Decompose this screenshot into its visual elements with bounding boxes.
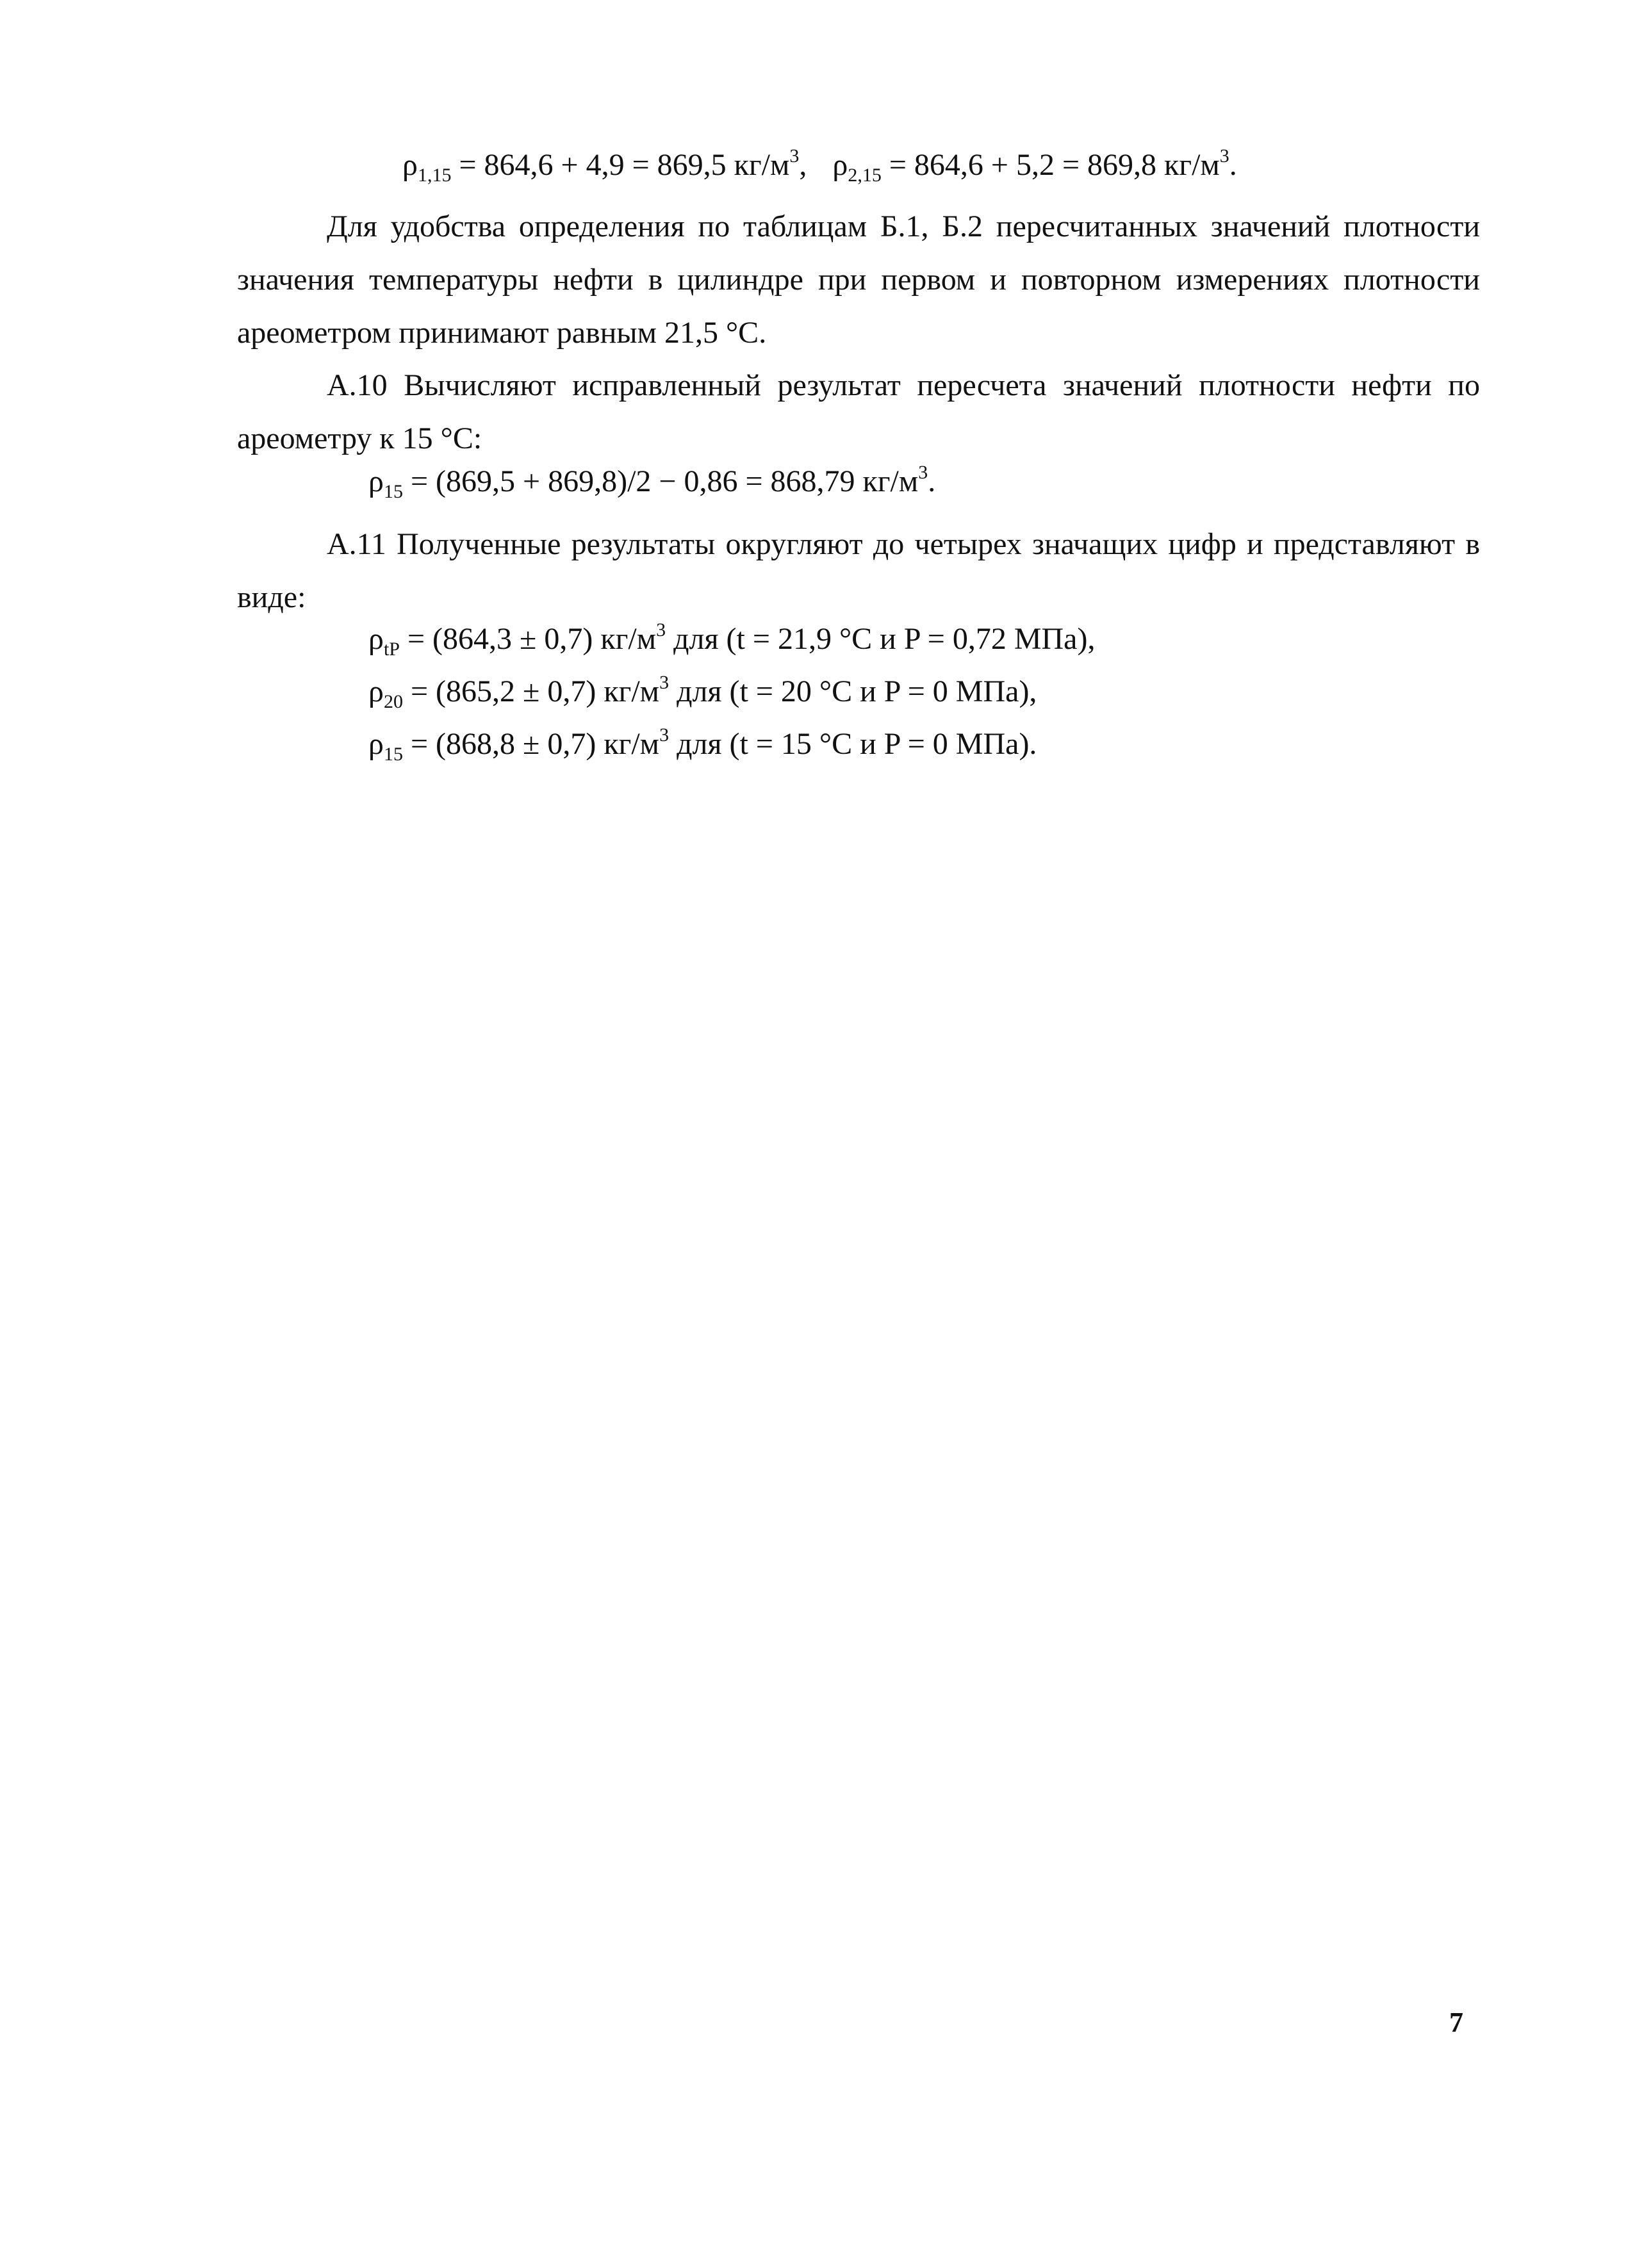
paragraph-a10 xyxy=(237,359,1480,465)
page-number: 7 xyxy=(1449,2007,1463,2038)
equation-rho-15 xyxy=(368,462,935,501)
result-value: = (864,3 ± 0,7) кг/м xyxy=(399,622,657,656)
result-rho-15 xyxy=(368,725,1037,763)
result-condition: для (t = 15 °С и P = 0 МПа). xyxy=(669,727,1037,761)
equation-end: . xyxy=(928,464,936,498)
result-value: = (865,2 ± 0,7) кг/м xyxy=(402,674,660,708)
rho-symbol: ρ xyxy=(368,674,384,708)
rho-symbol: ρ xyxy=(402,148,418,182)
equation-rho-1-2-15 xyxy=(402,146,1237,184)
subscript: tP xyxy=(383,639,400,660)
superscript: 3 xyxy=(659,672,670,693)
superscript: 3 xyxy=(1219,145,1229,167)
result-condition: для (t = 21,9 °С и P = 0,72 МПа), xyxy=(666,622,1096,656)
paragraph-text: А.11 Полученные результаты округляют до четырех значащих цифр и представляют в виде: xyxy=(237,527,1480,614)
paragraph-table-note xyxy=(237,200,1480,359)
rho-symbol: ρ xyxy=(368,464,384,498)
result-rho-20 xyxy=(368,673,1037,711)
result-rho-tp xyxy=(368,620,1095,658)
subscript: 15 xyxy=(383,481,403,502)
rho-symbol: ρ xyxy=(368,622,384,656)
equation-expression: = 864,6 + 5,2 = 869,8 кг/м xyxy=(881,148,1220,182)
equation-expression: = (869,5 + 869,8)/2 − 0,86 = 868,79 кг/м xyxy=(402,464,919,498)
rho-symbol: ρ xyxy=(832,148,848,182)
superscript: 3 xyxy=(789,145,800,167)
subscript: 1,15 xyxy=(417,165,452,186)
separator: , xyxy=(799,148,807,182)
superscript: 3 xyxy=(656,619,666,640)
paragraph-text: А.10 Вычисляют исправленный результат пересчета значений плотности нефти по ареометру к 15 °С: xyxy=(237,368,1480,455)
superscript: 3 xyxy=(918,462,928,483)
result-value: = (868,8 ± 0,7) кг/м xyxy=(402,727,660,761)
rho-symbol: ρ xyxy=(368,727,384,761)
subscript: 2,15 xyxy=(848,165,882,186)
paragraph-text: Для удобства определения по таблицам Б.1, Б.2 пересчитанных значений плотности значения температуры нефти в цилиндре при первом и повторном измерениях плотности ареометром принимают равным 21,5 °С. xyxy=(237,209,1480,350)
paragraph-a11 xyxy=(237,518,1480,624)
subscript: 20 xyxy=(383,691,403,712)
equation-end: . xyxy=(1229,148,1237,182)
equation-expression: = 864,6 + 4,9 = 869,5 кг/м xyxy=(451,148,790,182)
superscript: 3 xyxy=(659,724,670,746)
result-condition: для (t = 20 °С и P = 0 МПа), xyxy=(669,674,1037,708)
subscript: 15 xyxy=(383,744,403,765)
